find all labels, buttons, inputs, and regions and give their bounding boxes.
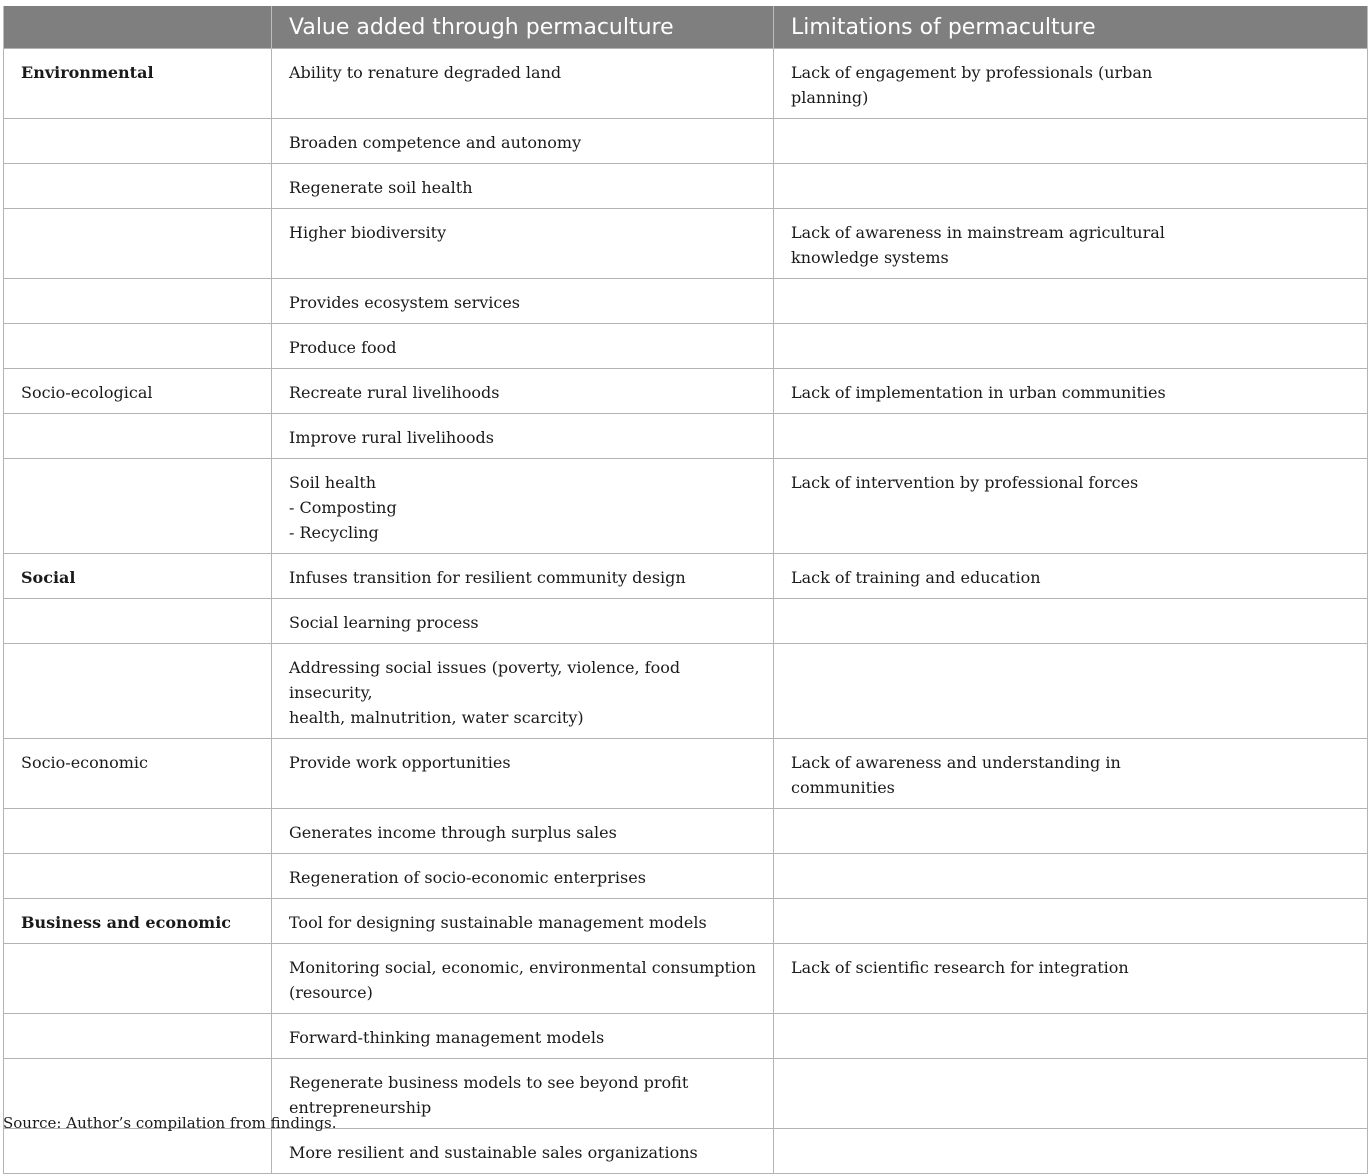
- category-cell: [4, 854, 272, 899]
- limitation-cell: Lack of awareness and understanding in communities: [774, 739, 1368, 809]
- category-cell: [4, 1129, 272, 1174]
- value-added-cell: Forward-thinking management models: [272, 1014, 774, 1059]
- category-cell: Socio-economic: [4, 739, 272, 809]
- limitation-cell: [774, 1014, 1368, 1059]
- table-source-note: Source: Author’s compilation from findings.: [3, 1114, 337, 1132]
- table-row: [4, 119, 1368, 164]
- header-category: [4, 6, 272, 49]
- value-added-cell: Regeneration of socio-economic enterprises: [272, 854, 774, 899]
- limitation-cell: [774, 279, 1368, 324]
- category-cell: [4, 459, 272, 554]
- value-added-cell: Generates income through surplus sales: [272, 809, 774, 854]
- table-row: [4, 279, 1368, 324]
- limitation-cell: Lack of implementation in urban communities: [774, 369, 1368, 414]
- limitation-cell: [774, 1129, 1368, 1174]
- table-row: [4, 644, 1368, 739]
- limitation-cell: [774, 414, 1368, 459]
- category-cell: [4, 414, 272, 459]
- limitation-cell: [774, 599, 1368, 644]
- category-cell: [4, 599, 272, 644]
- category-cell: Socio-ecological: [4, 369, 272, 414]
- table-row: [4, 809, 1368, 854]
- category-cell: [4, 944, 272, 1014]
- table-body: [4, 49, 1368, 1174]
- table-row: [4, 164, 1368, 209]
- limitation-cell: [774, 164, 1368, 209]
- table-row: [4, 854, 1368, 899]
- limitation-cell: [774, 854, 1368, 899]
- value-added-cell: Tool for designing sustainable management models: [272, 899, 774, 944]
- category-cell: [4, 809, 272, 854]
- limitation-cell: [774, 899, 1368, 944]
- table-row: [4, 209, 1368, 279]
- limitation-cell: [774, 324, 1368, 369]
- value-added-cell: Regenerate business models to see beyond profit entrepreneurship: [272, 1059, 774, 1129]
- table-row: [4, 324, 1368, 369]
- table-header-row: [4, 6, 1368, 49]
- value-added-cell: Broaden competence and autonomy: [272, 119, 774, 164]
- value-added-cell: Produce food: [272, 324, 774, 369]
- table-row: [4, 369, 1368, 414]
- value-added-cell: More resilient and sustainable sales organizations: [272, 1129, 774, 1174]
- value-added-cell: Addressing social issues (poverty, violence, food insecurity, health, malnutrition, water scarcity): [272, 644, 774, 739]
- category-cell: [4, 209, 272, 279]
- header-value-added: Value added through permaculture: [272, 6, 774, 49]
- table-row: [4, 414, 1368, 459]
- value-added-cell: Regenerate soil health: [272, 164, 774, 209]
- limitation-cell: [774, 1059, 1368, 1129]
- value-added-cell: Higher biodiversity: [272, 209, 774, 279]
- value-added-cell: Soil health - Composting - Recycling: [272, 459, 774, 554]
- value-added-cell: Social learning process: [272, 599, 774, 644]
- permaculture-table: [3, 6, 1368, 1174]
- value-added-cell: Ability to renature degraded land: [272, 49, 774, 119]
- limitation-cell: Lack of awareness in mainstream agricultural knowledge systems: [774, 209, 1368, 279]
- value-added-cell: Provide work opportunities: [272, 739, 774, 809]
- category-cell: [4, 1014, 272, 1059]
- table-row: [4, 739, 1368, 809]
- category-cell: [4, 119, 272, 164]
- limitation-cell: [774, 809, 1368, 854]
- category-cell: Social: [4, 554, 272, 599]
- limitation-cell: Lack of training and education: [774, 554, 1368, 599]
- limitation-cell: [774, 644, 1368, 739]
- category-cell: [4, 279, 272, 324]
- limitation-cell: Lack of intervention by professional forces: [774, 459, 1368, 554]
- header-limitations: Limitations of permaculture: [774, 6, 1368, 49]
- table-row: [4, 459, 1368, 554]
- category-cell: [4, 644, 272, 739]
- value-added-cell: Improve rural livelihoods: [272, 414, 774, 459]
- category-cell: Environmental: [4, 49, 272, 119]
- category-cell: Business and economic: [4, 899, 272, 944]
- table-row: [4, 944, 1368, 1014]
- table-row: [4, 1129, 1368, 1174]
- value-added-cell: Recreate rural livelihoods: [272, 369, 774, 414]
- table-row: [4, 899, 1368, 944]
- table-row: [4, 554, 1368, 599]
- table-row: [4, 49, 1368, 119]
- table-row: [4, 599, 1368, 644]
- value-added-cell: Monitoring social, economic, environmental consumption (resource): [272, 944, 774, 1014]
- value-added-cell: Provides ecosystem services: [272, 279, 774, 324]
- table-row: [4, 1014, 1368, 1059]
- limitation-cell: [774, 119, 1368, 164]
- permaculture-table-container: [3, 6, 1367, 1174]
- category-cell: [4, 164, 272, 209]
- value-added-cell: Infuses transition for resilient community design: [272, 554, 774, 599]
- limitation-cell: Lack of engagement by professionals (urban planning): [774, 49, 1368, 119]
- limitation-cell: Lack of scientific research for integration: [774, 944, 1368, 1014]
- category-cell: [4, 324, 272, 369]
